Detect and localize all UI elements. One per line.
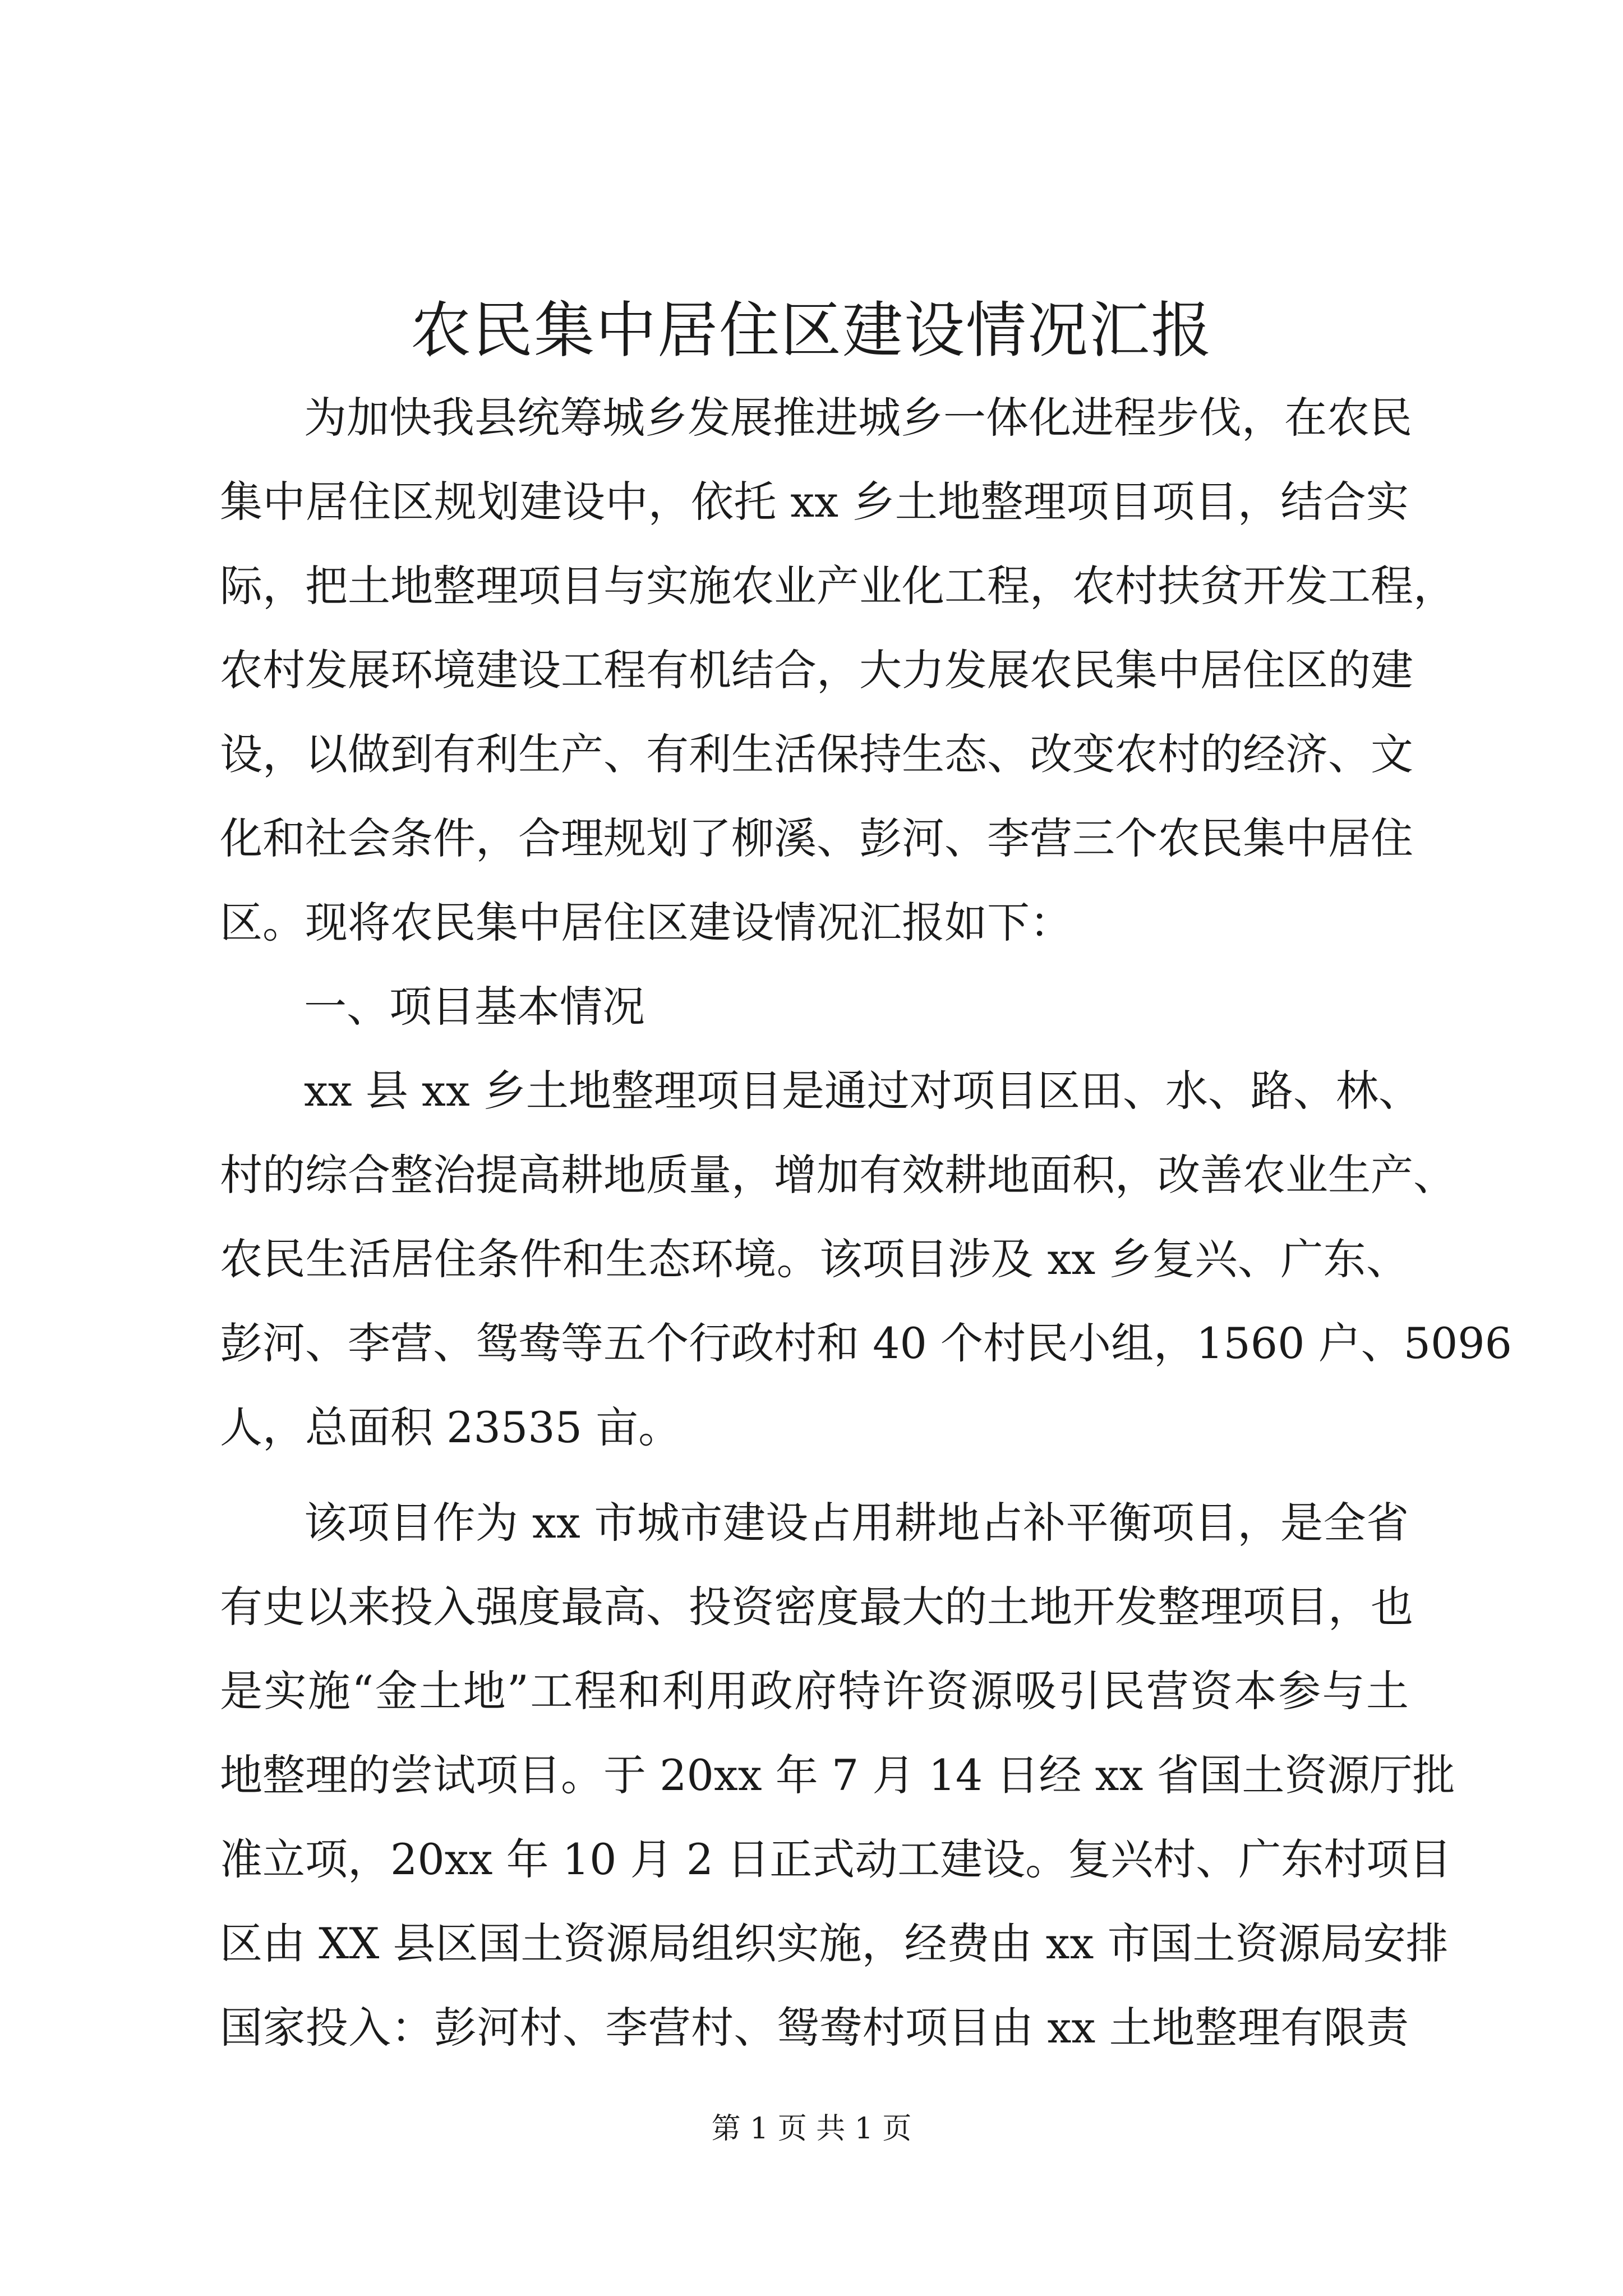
document-title: 农民集中居住区建设情况汇报 bbox=[410, 296, 1212, 366]
paragraph-line: 国家投入：彭河村、李营村、鸳鸯村项目由 xx 土地整理有限责 bbox=[220, 2003, 1409, 2053]
paragraph-line: 准立项，20xx 年 10 月 2 日正式动工建设。复兴村、广东村项目 bbox=[220, 1834, 1452, 1884]
section-heading: 一、项目基本情况 bbox=[304, 982, 645, 1032]
page-footer: 第 1 页 共 1 页 bbox=[711, 2112, 912, 2146]
paragraph-line: 是实施“金土地”工程和利用政府特许资源吸引民营资本参与土 bbox=[220, 1666, 1409, 1716]
paragraph-line: 人，总面积 23535 亩。 bbox=[220, 1402, 681, 1452]
paragraph-line: 化和社会条件，合理规划了柳溪、彭河、李营三个农民集中居住 bbox=[220, 813, 1413, 863]
document-body bbox=[220, 376, 1513, 2070]
paragraph-line: 地整理的尝试项目。于 20xx 年 7 月 14 日经 xx 省国土资源厅批 bbox=[220, 1750, 1455, 1800]
paragraph-line: 村的综合整治提高耕地质量，增加有效耕地面积，改善农业生产、 bbox=[220, 1150, 1456, 1200]
paragraph-line: 为加快我县统筹城乡发展推进城乡一体化进程步伐，在农民 bbox=[304, 393, 1412, 443]
paragraph-line: 设，以做到有利生产、有利生活保持生态、改变农村的经济、文 bbox=[220, 729, 1413, 779]
paragraph-line: 有史以来投入强度最高、投资密度最大的土地开发整理项目，也 bbox=[220, 1582, 1413, 1632]
paragraph-line: 该项目作为 xx 市城市建设占用耕地占补平衡项目，是全省 bbox=[304, 1498, 1409, 1548]
paragraph-line: 农村发展环境建设工程有机结合，大力发展农民集中居住区的建 bbox=[220, 645, 1413, 695]
paragraph-line: xx 县 xx 乡土地整理项目是通过对项目区田、水、路、林、 bbox=[304, 1066, 1421, 1116]
paragraph-line: 集中居住区规划建设中，依托 xx 乡土地整理项目项目，结合实 bbox=[220, 477, 1409, 527]
paragraph-line: 区。现将农民集中居住区建设情况汇报如下： bbox=[220, 898, 1072, 947]
paragraph-line: 彭河、李营、鸳鸯等五个行政村和 40 个村民小组，1560 户、5096 bbox=[220, 1318, 1513, 1368]
paragraph-line: 区由 XX 县区国土资源局组织实施，经费由 xx 市国土资源局安排 bbox=[220, 1918, 1449, 1968]
paragraph-line: 际，把土地整理项目与实施农业产业化工程，农村扶贫开发工程， bbox=[220, 561, 1456, 611]
paragraph-line: 农民生活居住条件和生态环境。该项目涉及 xx 乡复兴、广东、 bbox=[220, 1234, 1409, 1284]
